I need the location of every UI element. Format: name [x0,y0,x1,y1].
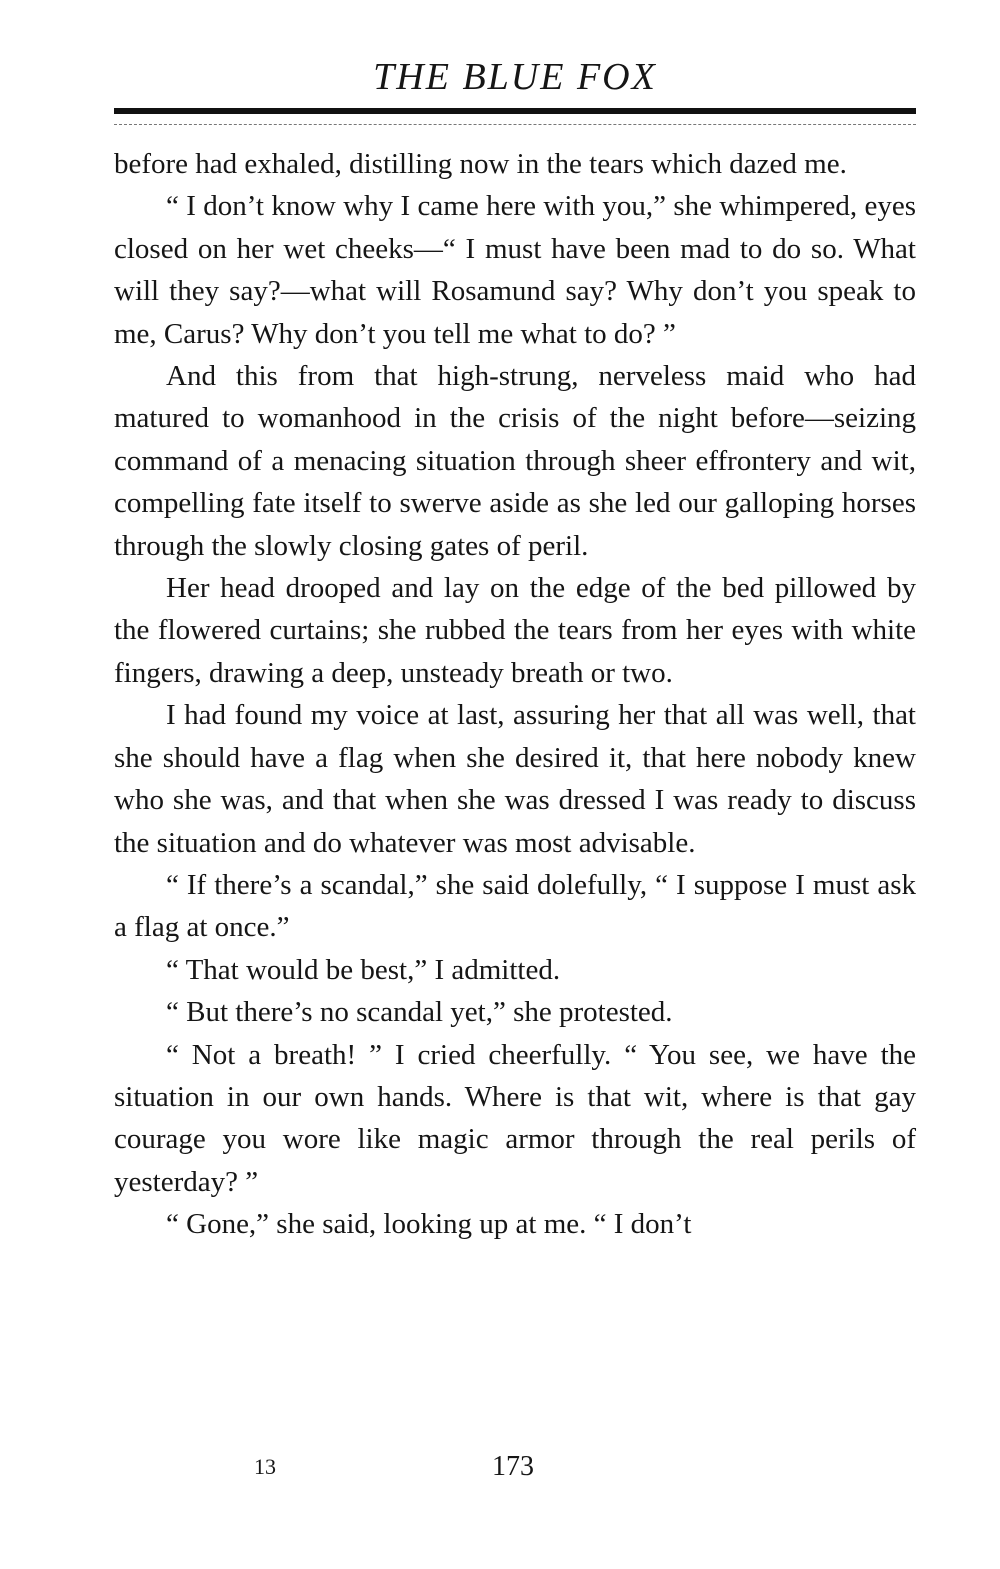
paragraph: “ Gone,” she said, looking up at me. “ I don’t [166,1208,692,1241]
paragraph: Her head drooped and lay on the edge of the bed pillowed by the flowered curtains; she rubbed the tears from her eyes with white fingers, drawing a deep, unsteady breath or two. [114,572,916,689]
paragraph: “ Not a breath! ” I cried cheerfully. “ You see, we have the situation in our own hands. Where is that wit, where is that gay courage you wore like magic armor through the real perils of yesterday? ” [114,1038,916,1198]
paragraph: “ But there’s no scandal yet,” she protested. [166,996,673,1029]
paragraph: I had found my voice at last, assuring her that all was well, that she should have a flag when she desired it, that here nobody knew who she was, and that when she was dressed I was ready to discuss the situation and do whatever was most advisable. [114,699,916,859]
paragraph: “ If there’s a scandal,” she said dolefully, “ I suppose I must ask a flag at once.” [114,868,916,944]
paragraph-continued: before had exhaled, distilling now in the tears which dazed me. [114,148,847,180]
running-title: THE BLUE FOX [373,56,657,98]
page-number: 173 [492,1451,534,1482]
signature-mark: 13 [254,1454,276,1479]
paragraph: “ I don’t know why I came here with you,” she whimpered, eyes closed on her wet cheeks—“ I must have been mad to do so. What will they say?—what will Rosamund say? Why don’t you speak to me, Carus? Why don’t you tell me what to do? ” [114,190,916,350]
paragraph: And this from that high-strung, nerveless maid who had matured to womanhood in the crisis of the night before—seizing command of a menacing situation through sheer effrontery and wit, compelling fate itself to swerve aside as she led our galloping horses through the slowly closing gates of peril. [114,360,916,562]
header-rule-thick [114,108,916,114]
paragraph: “ That would be best,” I admitted. [166,953,561,986]
header-rule-thin [114,124,916,125]
body-text [114,143,916,1246]
